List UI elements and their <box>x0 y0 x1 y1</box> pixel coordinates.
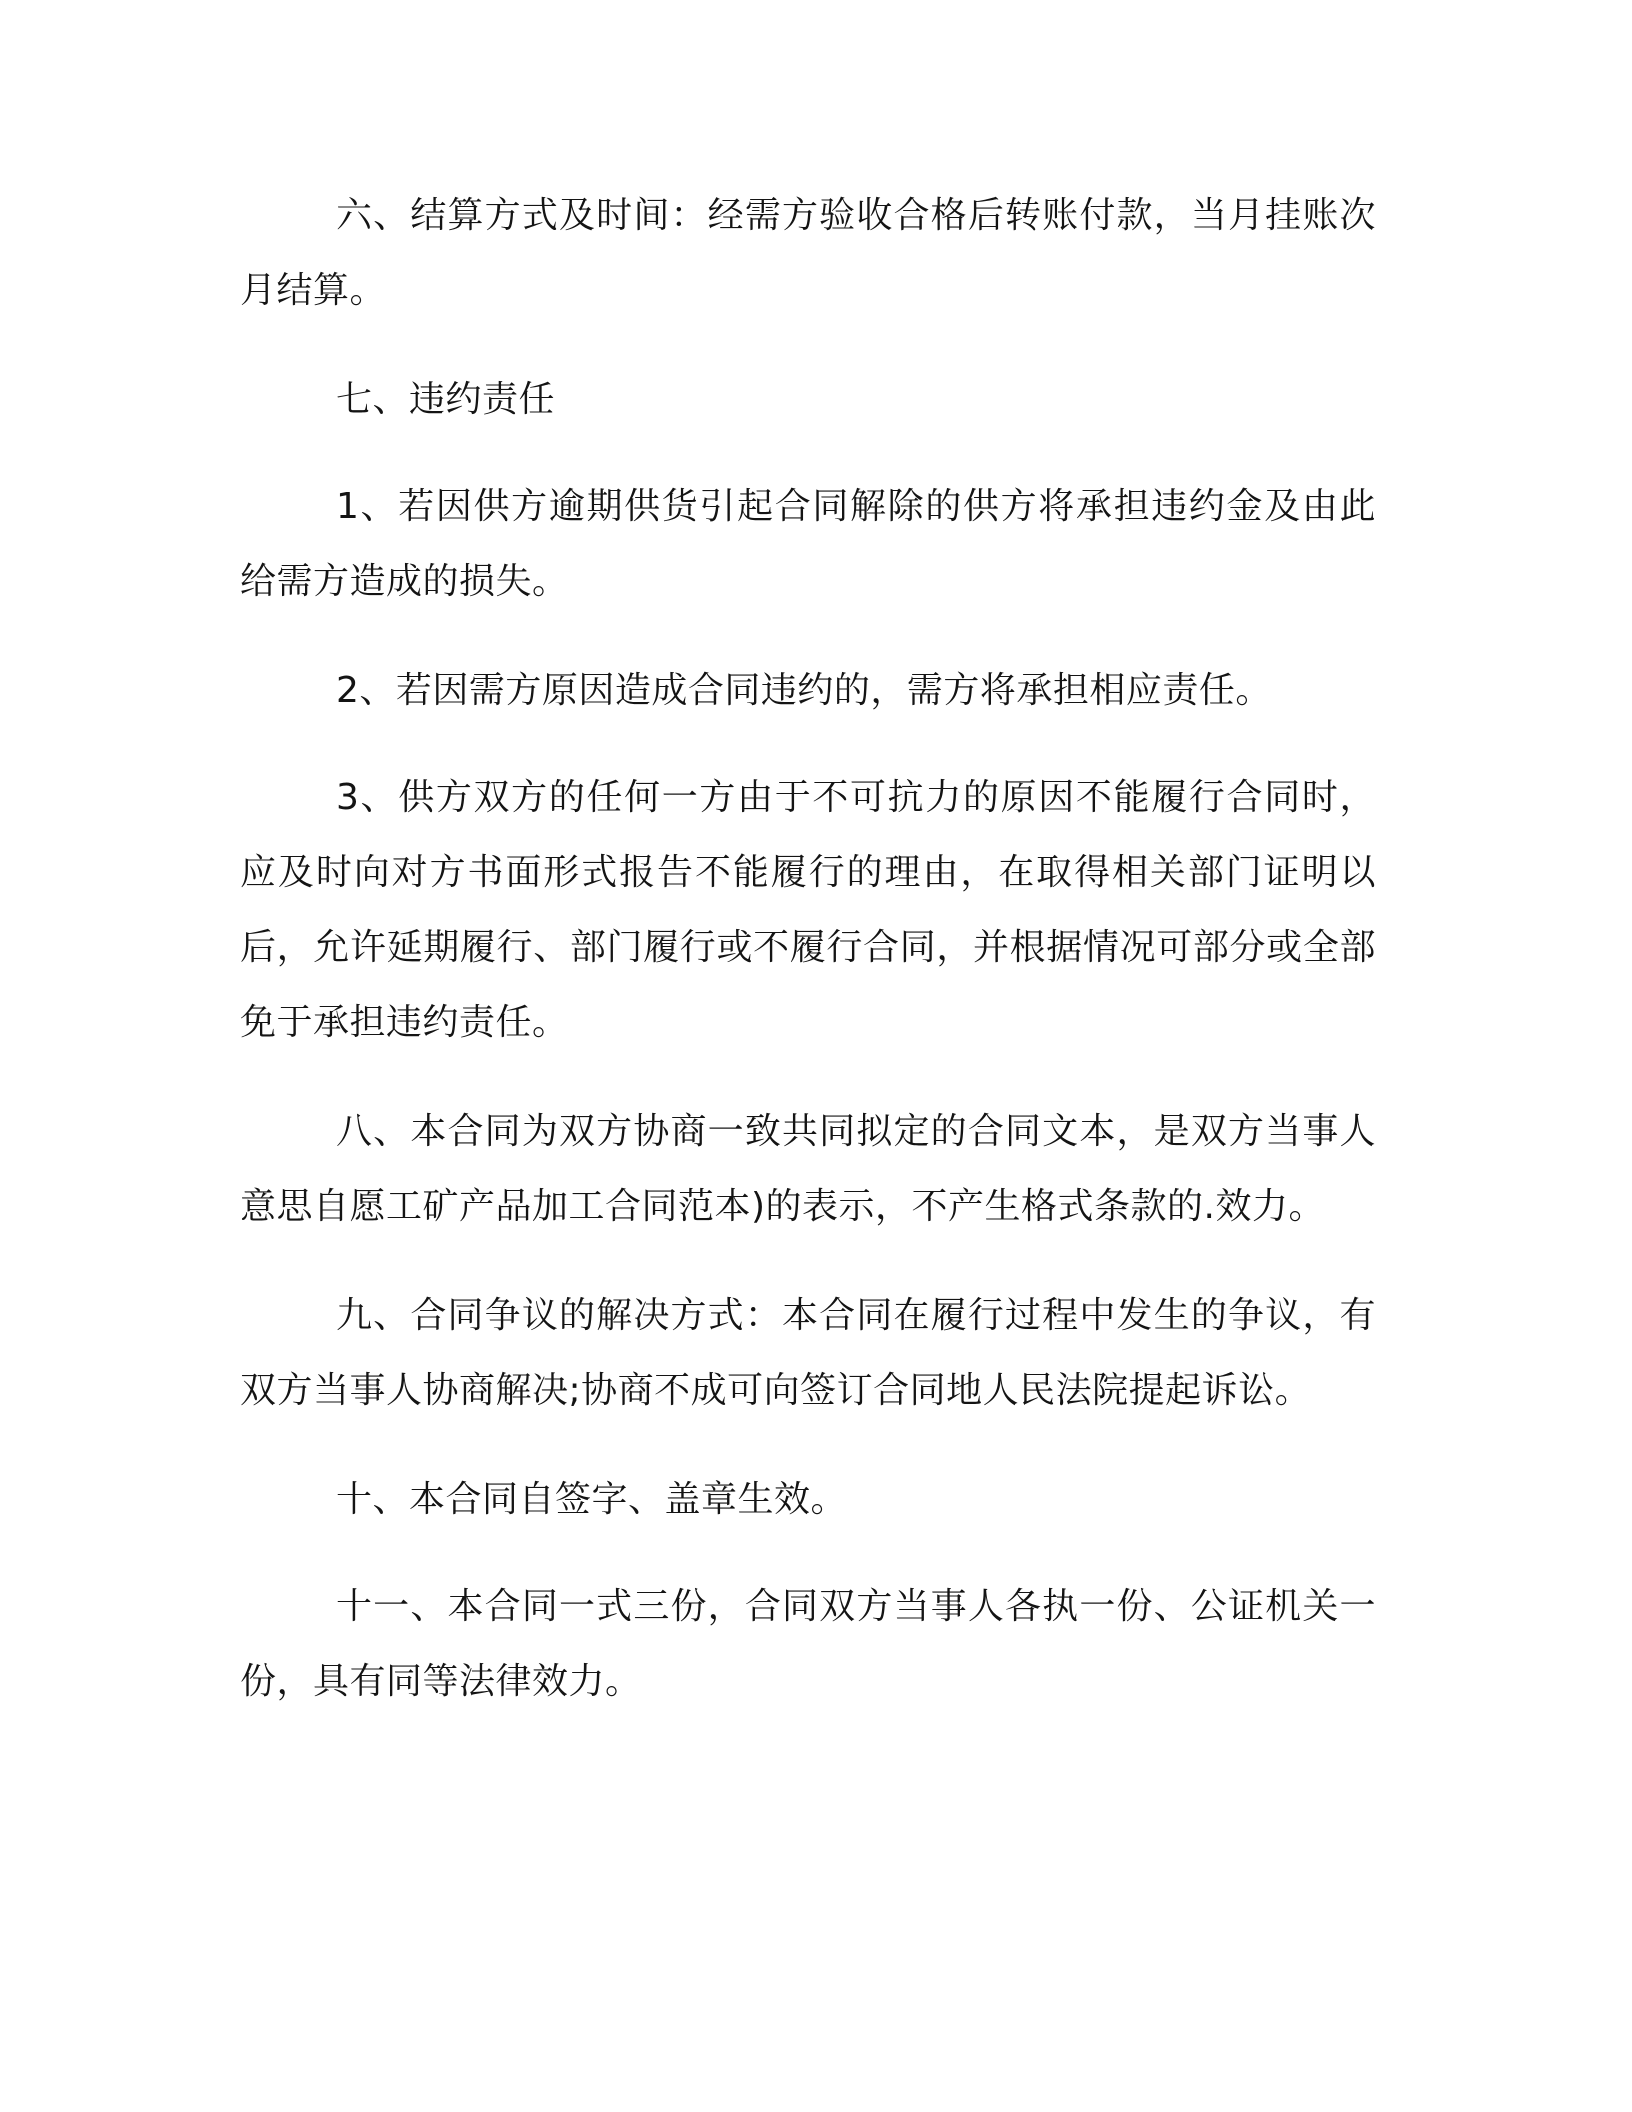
clause-effectiveness: 十、本合同自签字、盖章生效。 <box>336 1479 848 1520</box>
document-body <box>240 178 1376 1753</box>
clause-liability-heading: 七、违约责任 <box>336 379 556 420</box>
clause-settlement: 六、结算方式及时间：经需方验收合格后转账付款，当月挂账次月结算。 <box>240 195 1376 311</box>
clause-liability-item-2: 2、若因需方原因造成合同违约的，需方将承担相应责任。 <box>336 670 1272 711</box>
clause-dispute-resolution: 九、合同争议的解决方式：本合同在履行过程中发生的争议，有双方当事人协商解决;协商不成可向签订合同地人民法院提起诉讼。 <box>240 1295 1376 1411</box>
clause-contract-text: 八、本合同为双方协商一致共同拟定的合同文本，是双方当事人意思自愿工矿产品加工合同范本)的表示，不产生格式条款的.效力。 <box>240 1111 1376 1227</box>
clause-liability-item-1: 1、若因供方逾期供货引起合同解除的供方将承担违约金及由此给需方造成的损失。 <box>240 486 1376 602</box>
clause-copies: 十一、本合同一式三份，合同双方当事人各执一份、公证机关一份，具有同等法律效力。 <box>240 1586 1376 1702</box>
clause-liability-item-3: 3、供方双方的任何一方由于不可抗力的原因不能履行合同时，应及时向对方书面形式报告不能履行的理由，在取得相关部门证明以后，允许延期履行、部门履行或不履行合同，并根据情况可部分或全部免于承担违约责任。 <box>240 777 1376 1043</box>
